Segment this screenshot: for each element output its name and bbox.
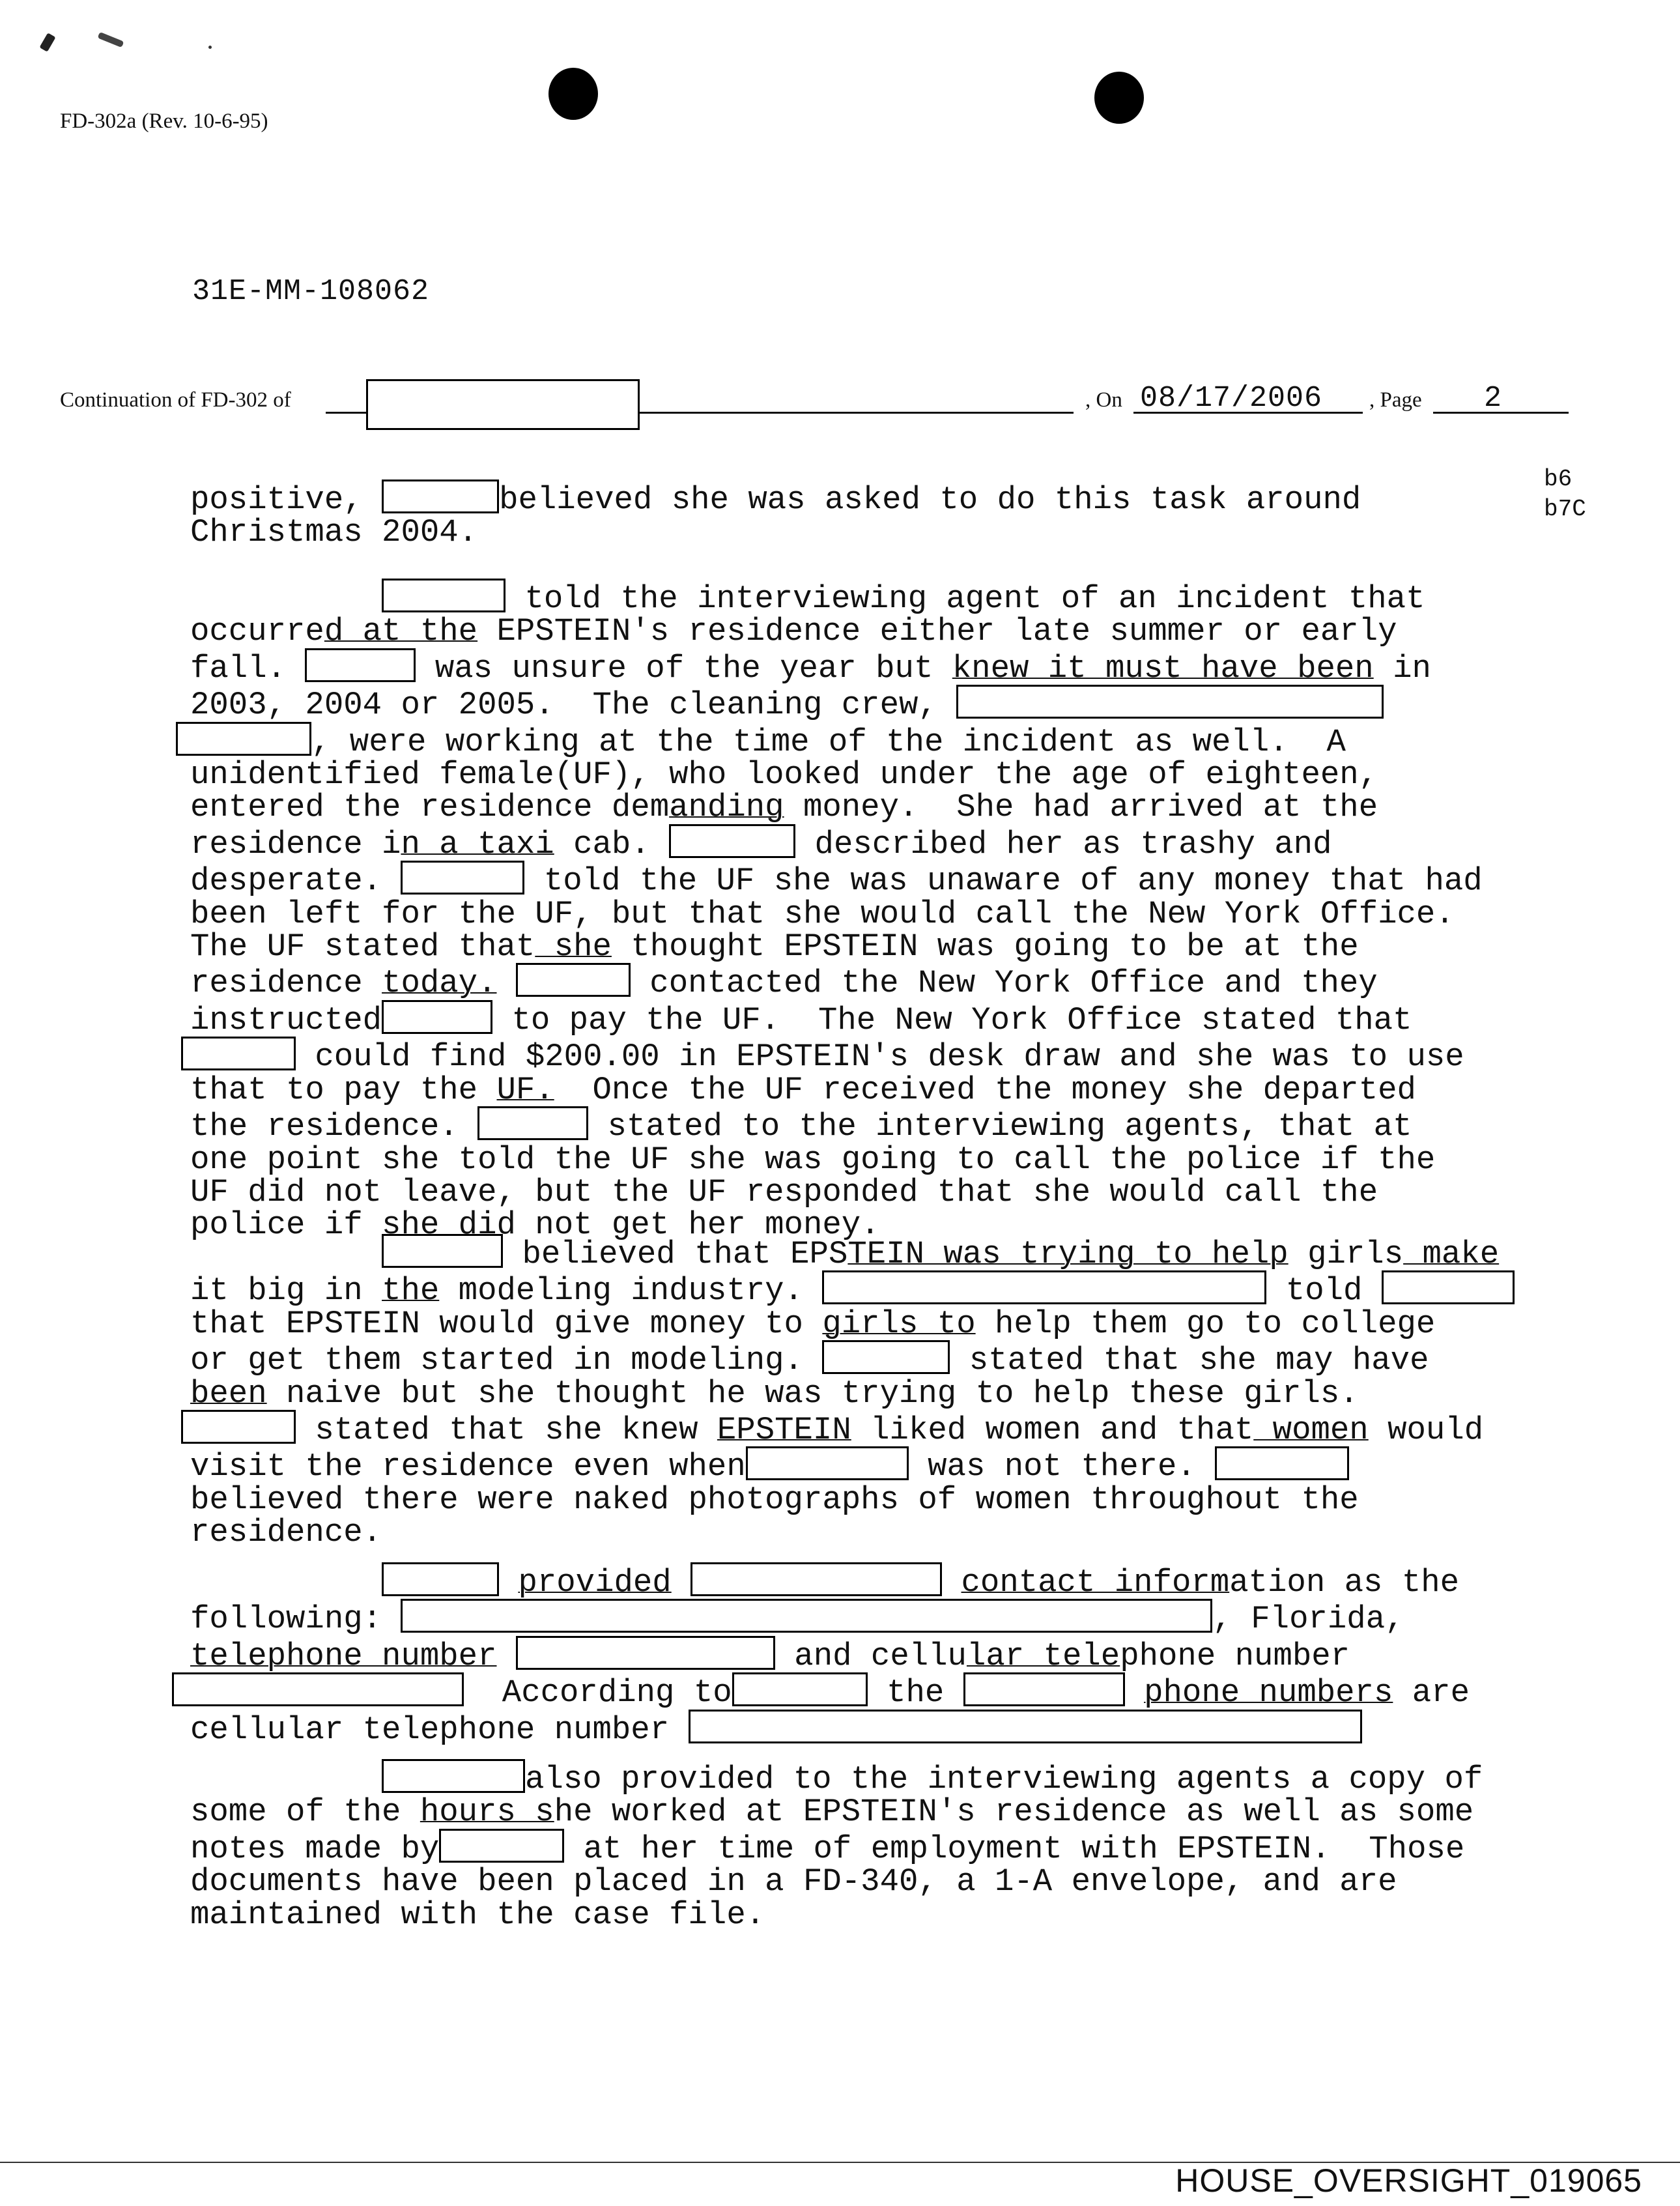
redaction-box — [477, 1106, 588, 1140]
redaction-box — [689, 1710, 1362, 1743]
text: women — [1253, 1412, 1369, 1449]
redaction-box — [746, 1446, 909, 1480]
text: cellular telephone number — [190, 1711, 689, 1748]
redaction-box — [516, 963, 631, 997]
text: some of the — [190, 1794, 420, 1831]
text: help them go to college — [975, 1305, 1436, 1342]
text: 2003, 2004 or 2005. The cleaning crew, — [190, 687, 957, 724]
text: d at the — [324, 613, 478, 650]
text: modeling industry. — [439, 1272, 823, 1310]
text: believed that EPS — [503, 1236, 848, 1272]
text: also provided to the interviewing agents a copy of — [525, 1761, 1483, 1798]
text: one point she told the UF she was going to call the police if the — [190, 1141, 1436, 1178]
text: positive, — [190, 481, 382, 518]
text: girls to — [822, 1305, 976, 1342]
text: police if she did not get her money. — [190, 1207, 880, 1244]
text: , Florida, — [1212, 1601, 1404, 1638]
redaction-box — [181, 1037, 296, 1070]
redaction-box — [956, 685, 1384, 719]
text: girls — [1288, 1236, 1404, 1272]
text: According to — [464, 1674, 732, 1712]
text: and cellu — [775, 1637, 967, 1674]
text: been — [190, 1375, 267, 1412]
text: cab. — [554, 825, 670, 863]
text: anding — [669, 789, 784, 826]
text: Once the UF received the money she departed — [554, 1071, 1416, 1108]
redaction-box — [176, 722, 311, 756]
text: residence. — [190, 1514, 382, 1551]
redaction-box — [382, 1234, 503, 1268]
text — [942, 1564, 961, 1601]
text: stated that she knew — [296, 1412, 717, 1449]
redaction-box — [439, 1829, 564, 1863]
text: told the interviewing agent of an incident that — [505, 580, 1425, 617]
text: instructed — [190, 1001, 382, 1039]
text: phone numbers — [1144, 1674, 1393, 1712]
redaction-box — [382, 1562, 499, 1596]
redaction-box — [382, 1000, 492, 1034]
text: make — [1403, 1236, 1500, 1272]
scan-mark — [208, 46, 212, 49]
text: today. — [382, 965, 497, 1002]
text: money. She had arrived at the — [784, 789, 1378, 826]
text: thought EPSTEIN was going to be at the — [611, 928, 1359, 966]
text: was not there. — [908, 1448, 1216, 1485]
text: phone number — [1120, 1637, 1350, 1674]
text: told the UF she was unaware of any money that had — [524, 863, 1483, 900]
text: believed there were naked photographs of women throughout the — [190, 1481, 1359, 1518]
redaction-subject-name — [366, 379, 640, 430]
text: Christmas 2004. — [190, 514, 478, 551]
text: naive but she thought he was trying to help these girls. — [266, 1375, 1359, 1412]
redaction-box — [691, 1562, 942, 1596]
text: documents have been placed in a FD-340, a 1-A envelope, and are — [190, 1863, 1397, 1900]
on-label: , On — [1085, 388, 1122, 412]
text: would — [1368, 1412, 1484, 1449]
redaction-box — [1215, 1446, 1349, 1480]
text: could find $200.00 in EPSTEIN's desk draw and she was to use — [296, 1039, 1464, 1076]
text: maintained with the case file. — [190, 1896, 765, 1933]
text: fall. — [190, 650, 306, 687]
redaction-box — [963, 1672, 1125, 1706]
text: following: — [190, 1601, 401, 1638]
redaction-box — [382, 1759, 525, 1793]
text: the residence. — [190, 1108, 478, 1145]
paragraph-5 — [190, 1759, 1532, 1931]
text: stated that she may have — [950, 1342, 1429, 1379]
paragraph-2 — [190, 579, 1532, 1242]
paragraph-1 — [190, 480, 1532, 549]
redaction-box — [401, 861, 524, 895]
text — [1125, 1674, 1144, 1711]
text: unidentified female(UF), who looked under the age of eighteen, — [190, 756, 1378, 794]
text: he worked at EPSTEIN's residence as well as some — [554, 1794, 1474, 1831]
redaction-box — [382, 579, 505, 612]
continuation-label: Continuation of FD-302 of — [60, 388, 291, 412]
text: stated to the interviewing agents, that at — [588, 1108, 1412, 1145]
text: was unsure of the year but — [416, 650, 952, 687]
text: n a taxi — [401, 825, 554, 863]
bates-number: HOUSE_OVERSIGHT_019065 — [1175, 2162, 1642, 2199]
text: knew it must have been — [952, 650, 1374, 687]
text: UF. — [496, 1071, 554, 1108]
text: lar tele — [966, 1637, 1120, 1674]
text: to pay the UF. The New York Office stated that — [492, 1001, 1412, 1039]
redaction-box — [822, 1270, 1266, 1304]
punch-hole-right — [1094, 72, 1144, 124]
text: EPSTEIN's residence either late summer or early — [477, 613, 1397, 650]
punch-hole-left — [548, 68, 598, 120]
text: EPSTEIN — [717, 1412, 851, 1449]
text — [499, 1564, 518, 1601]
text — [496, 1638, 515, 1674]
paragraph-3 — [190, 1234, 1532, 1549]
scan-mark — [98, 32, 124, 48]
redaction-box — [305, 648, 416, 682]
text: the — [382, 1272, 440, 1310]
text: visit the residence even when — [190, 1448, 746, 1485]
redaction-box — [669, 824, 795, 858]
text: desperate. — [190, 863, 401, 900]
text: liked women and that — [851, 1412, 1254, 1449]
page-label: , Page — [1369, 388, 1422, 412]
text: hours s — [420, 1794, 554, 1831]
scan-mark — [39, 33, 55, 52]
exemption-note-b7c: b7C — [1544, 496, 1586, 523]
redaction-box — [181, 1410, 296, 1444]
text: contact inform — [961, 1564, 1230, 1601]
text: in — [1373, 650, 1431, 687]
text: residence — [190, 965, 382, 1002]
report-date: 08/17/2006 — [1140, 382, 1323, 415]
text: it big in — [190, 1272, 382, 1310]
redaction-box — [172, 1672, 464, 1706]
text: entered the residence dem — [190, 789, 670, 826]
text: contacted the New York Office and they — [630, 965, 1378, 1002]
text: ation as the — [1229, 1564, 1460, 1601]
redaction-box — [822, 1340, 950, 1374]
text — [497, 965, 516, 1001]
redaction-box — [1382, 1270, 1515, 1304]
text — [672, 1564, 691, 1601]
text: she — [535, 928, 612, 966]
text: occurre — [190, 613, 324, 650]
text: believed she was asked to do this task around — [499, 481, 1361, 518]
redaction-box — [516, 1636, 775, 1670]
text: , were working at the time of the incident as well. A — [311, 723, 1346, 760]
text: that to pay the — [190, 1071, 497, 1108]
redaction-box — [732, 1672, 868, 1706]
page-number: 2 — [1484, 382, 1502, 415]
redaction-box — [401, 1599, 1212, 1633]
text: told — [1266, 1272, 1382, 1310]
text: that EPSTEIN would give money to — [190, 1305, 823, 1342]
text: are — [1393, 1674, 1470, 1712]
text: at her time of employment with EPSTEIN. Those — [564, 1830, 1465, 1867]
form-id: FD-302a (Rev. 10-6-95) — [60, 109, 268, 133]
paragraph-4 — [190, 1562, 1532, 1746]
file-number: 31E-MM-108062 — [192, 275, 430, 308]
redaction-box — [382, 480, 499, 513]
text: provided — [518, 1564, 672, 1601]
text: notes made by — [190, 1830, 440, 1867]
text: the — [867, 1674, 963, 1712]
text: UF did not leave, but the UF responded that she would call the — [190, 1173, 1378, 1210]
text: telephone number — [190, 1637, 497, 1674]
exemption-note-b6: b6 — [1544, 466, 1573, 493]
text: residence i — [190, 825, 401, 863]
text: been left for the UF, but that she would call the New York Office. — [190, 895, 1455, 932]
text: or get them started in modeling. — [190, 1342, 823, 1379]
text: The UF stated that — [190, 928, 535, 966]
text: TEIN was trying to help — [847, 1236, 1288, 1272]
text: described her as trashy and — [795, 825, 1332, 863]
